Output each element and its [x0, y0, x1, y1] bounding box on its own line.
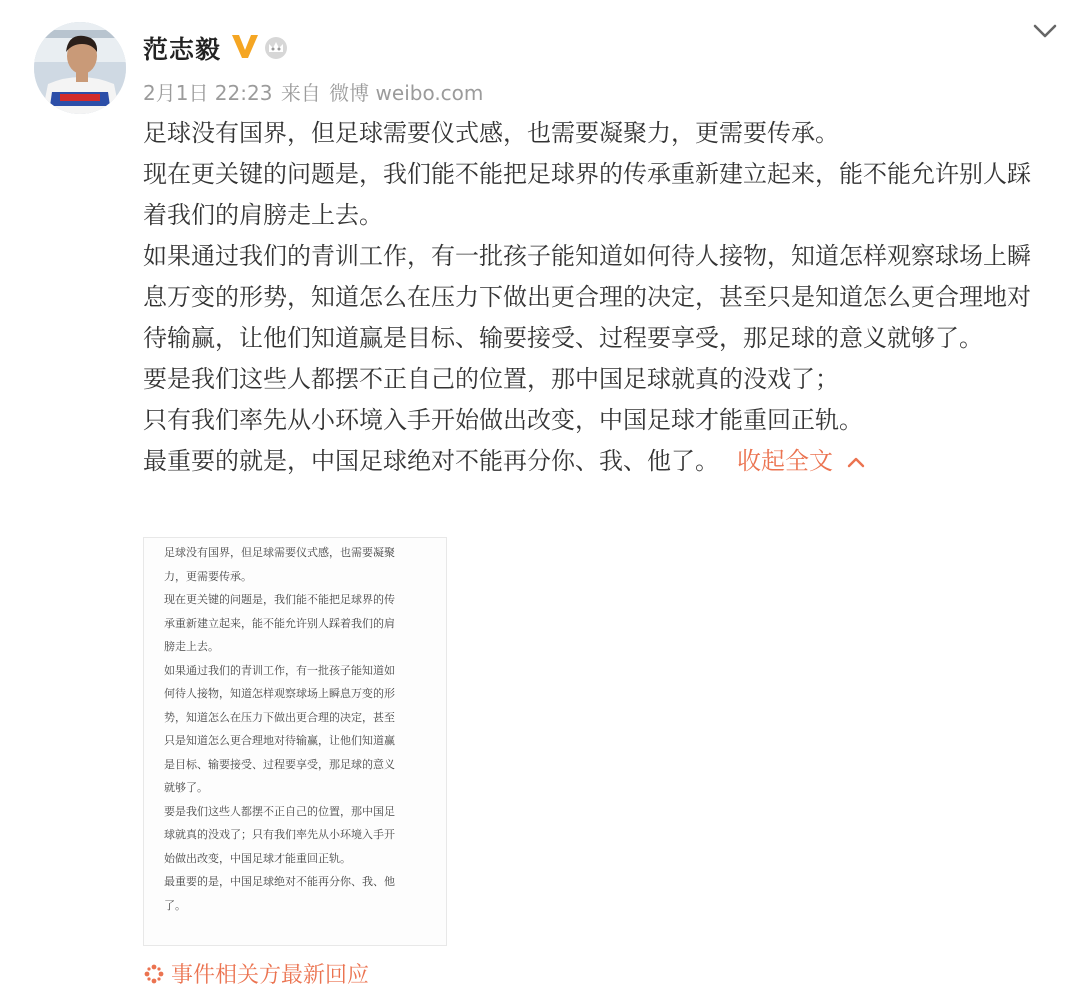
post-paragraph-last: [143, 441, 1048, 482]
more-options-chevron-icon[interactable]: [1030, 20, 1060, 42]
chevron-up-icon: [847, 456, 865, 468]
crown-member-icon[interactable]: [262, 34, 290, 60]
image-text-line: 始做出改变，中国足球才能重回正轨。: [164, 851, 351, 865]
post-paragraph: 只有我们率先从小环境入手开始做出改变，中国足球才能重回正轨。: [143, 406, 863, 434]
verified-v-icon: [230, 32, 260, 60]
related-topic-link[interactable]: [143, 958, 369, 989]
image-text-line: 承重新建立起来，能不能允许别人踩着我们的肩: [164, 616, 395, 630]
username[interactable]: 范志毅: [143, 35, 222, 64]
post-paragraph: 要是我们这些人都摆不正自己的位置，那中国足球就真的没戏了；: [143, 365, 839, 393]
spark-topic-icon: [143, 963, 165, 985]
attached-image[interactable]: [143, 537, 447, 946]
image-text-line: 势，知道怎么在压力下做出更合理的决定，甚至: [164, 710, 395, 724]
post-body: [143, 113, 1048, 482]
image-text-line: 现在更关键的问题是，我们能不能把足球界的传: [164, 593, 395, 606]
image-text-line: 要是我们这些人都摆不正自己的位置，那中国足: [164, 804, 395, 818]
post-source[interactable]: 微博 weibo.com: [329, 81, 484, 105]
image-text-line: 如果通过我们的青训工作，有一批孩子能知道如: [164, 663, 395, 677]
image-text-line: 只是知道怎么更合理地对待输赢，让他们知道赢: [164, 734, 395, 747]
image-text-line: 最重要的是，中国足球绝对不能再分你、我、他: [164, 875, 395, 888]
image-text-line: 力，更需要传承。: [164, 569, 252, 583]
avatar[interactable]: [34, 22, 126, 114]
via-prefix: 来自: [280, 81, 321, 105]
topic-label: 事件相关方最新回应: [171, 963, 370, 988]
image-text-line: 是目标、输要接受、过程要享受，那足球的意义: [164, 757, 395, 771]
post-meta: [143, 77, 485, 106]
image-text-line: 膀走上去。: [164, 640, 219, 653]
image-text-line: 了。: [164, 898, 186, 912]
image-text-line: 何待人接物，知道怎样观察球场上瞬息万变的形: [164, 687, 395, 700]
collapse-full-text-button[interactable]: [737, 447, 865, 475]
post-paragraph: 足球没有国界，但足球需要仪式感，也需要凝聚力，更需要传承。: [143, 119, 839, 147]
post-paragraph: 现在更关键的问题是，我们能不能把足球界的传承重新建立起来，能不能允许别人踩着我们的肩膀走上去。: [143, 160, 1031, 229]
image-text-line: 就够了。: [164, 781, 208, 794]
image-text-line: 球就真的没戏了；只有我们率先从小环境入手开: [164, 828, 395, 841]
post-date: 2月1日 22:23: [143, 81, 273, 105]
collapse-label: 收起全文: [737, 447, 833, 475]
image-text-line: 足球没有国界，但足球需要仪式感，也需要凝聚: [164, 546, 395, 559]
post-paragraph: 最重要的就是，中国足球绝对不能再分你、我、他了。: [143, 447, 719, 475]
post-paragraph: 如果通过我们的青训工作，有一批孩子能知道如何待人接物，知道怎样观察球场上瞬息万变的形势，知道怎么在压力下做出更合理的决定，甚至只是知道怎么更合理地对待输赢，让他们知道赢是目标、输要接受、过程要享受，那足球的意义就够了。: [143, 242, 1031, 352]
avatar-photo: [34, 22, 126, 114]
